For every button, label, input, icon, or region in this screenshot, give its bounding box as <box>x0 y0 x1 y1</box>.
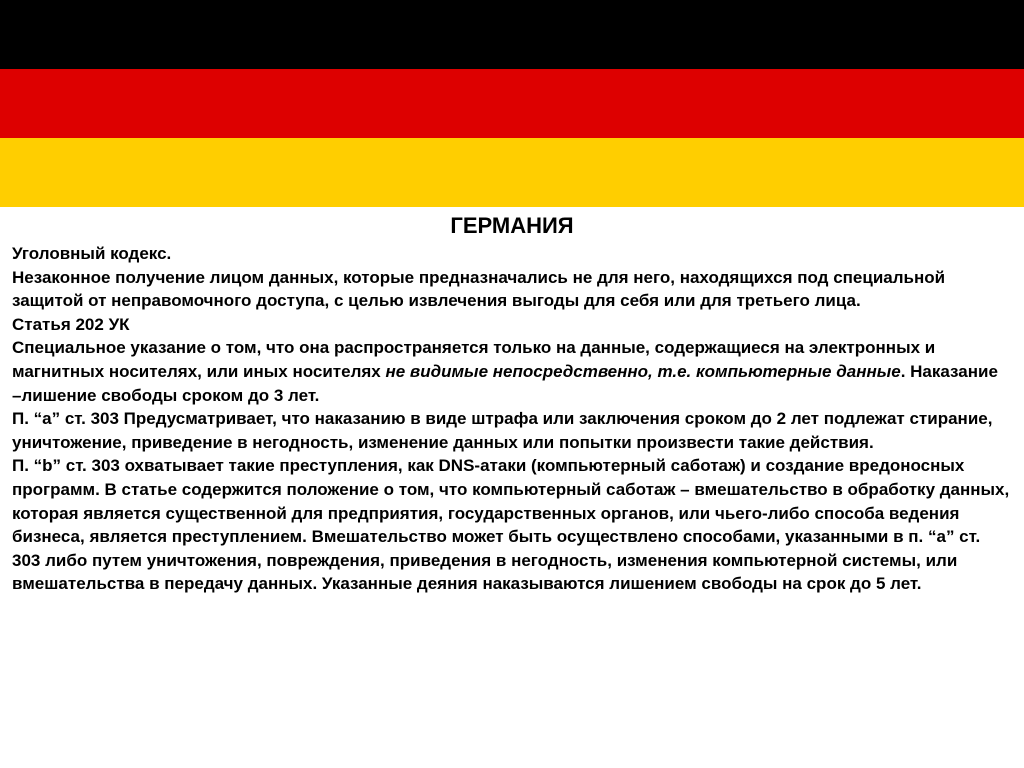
paragraph-article-303a: П. “а” ст. 303 Предусматривает, что наказанию в виде штрафа или заключения сроком до 2 лет подлежат стирание, уничтожение, приведение в негодность, изменение данных или попытки произвести такие действия. <box>12 409 993 452</box>
special-note-emphasis: не видимые непосредственно, т.е. компьютерные данные <box>385 361 901 381</box>
slide-body <box>12 212 1012 596</box>
flag-stripe-black <box>0 0 1024 69</box>
paragraph-criminal-code: Уголовный кодекс. <box>12 244 172 263</box>
paragraph-special-note <box>12 336 1012 407</box>
flag-stripe-gold <box>0 138 1024 207</box>
german-flag-image <box>0 0 1024 207</box>
paragraph-article-303b: П. “b” ст. 303 охватывает такие преступления, как DNS-атаки (компьютерный саботаж) и создание вредоносных программ. В статье содержится положение о том, что компьютерный саботаж – вмешательство в обработку данных, которая является существенной для предприятия, государственных органов, или чьего-либо способа ведения бизнеса, является преступлением. Вмешательство может быть осуществлено способами, указанными в п. “а” ст. 303 либо путем уничтожения, повреждения, приведения в негодность, изменения компьютерной системы, или вмешательства в передачу данных. Указанные деяния наказываются лишением свободы на срок до 5 лет. <box>12 456 1010 594</box>
paragraph-article-202: Статья 202 УК <box>12 314 130 334</box>
paragraph-unlawful-data-acquisition: Незаконное получение лицом данных, которые предназначались не для него, находящихся под специальной защитой от неправомочного доступа, с целью извлечения выгоды для себя или для третьего лица. <box>12 267 946 311</box>
special-note-end: . Наказание –лишение свободы сроком до 3 лет. <box>12 361 998 405</box>
special-note-start: Специальное указание о том, что она распространяется только на данные, содержащиеся на электронных и магнитных носителях, или иных носителях <box>12 338 936 381</box>
flag-stripe-red <box>0 69 1024 138</box>
slide-title: ГЕРМАНИЯ <box>450 213 574 238</box>
